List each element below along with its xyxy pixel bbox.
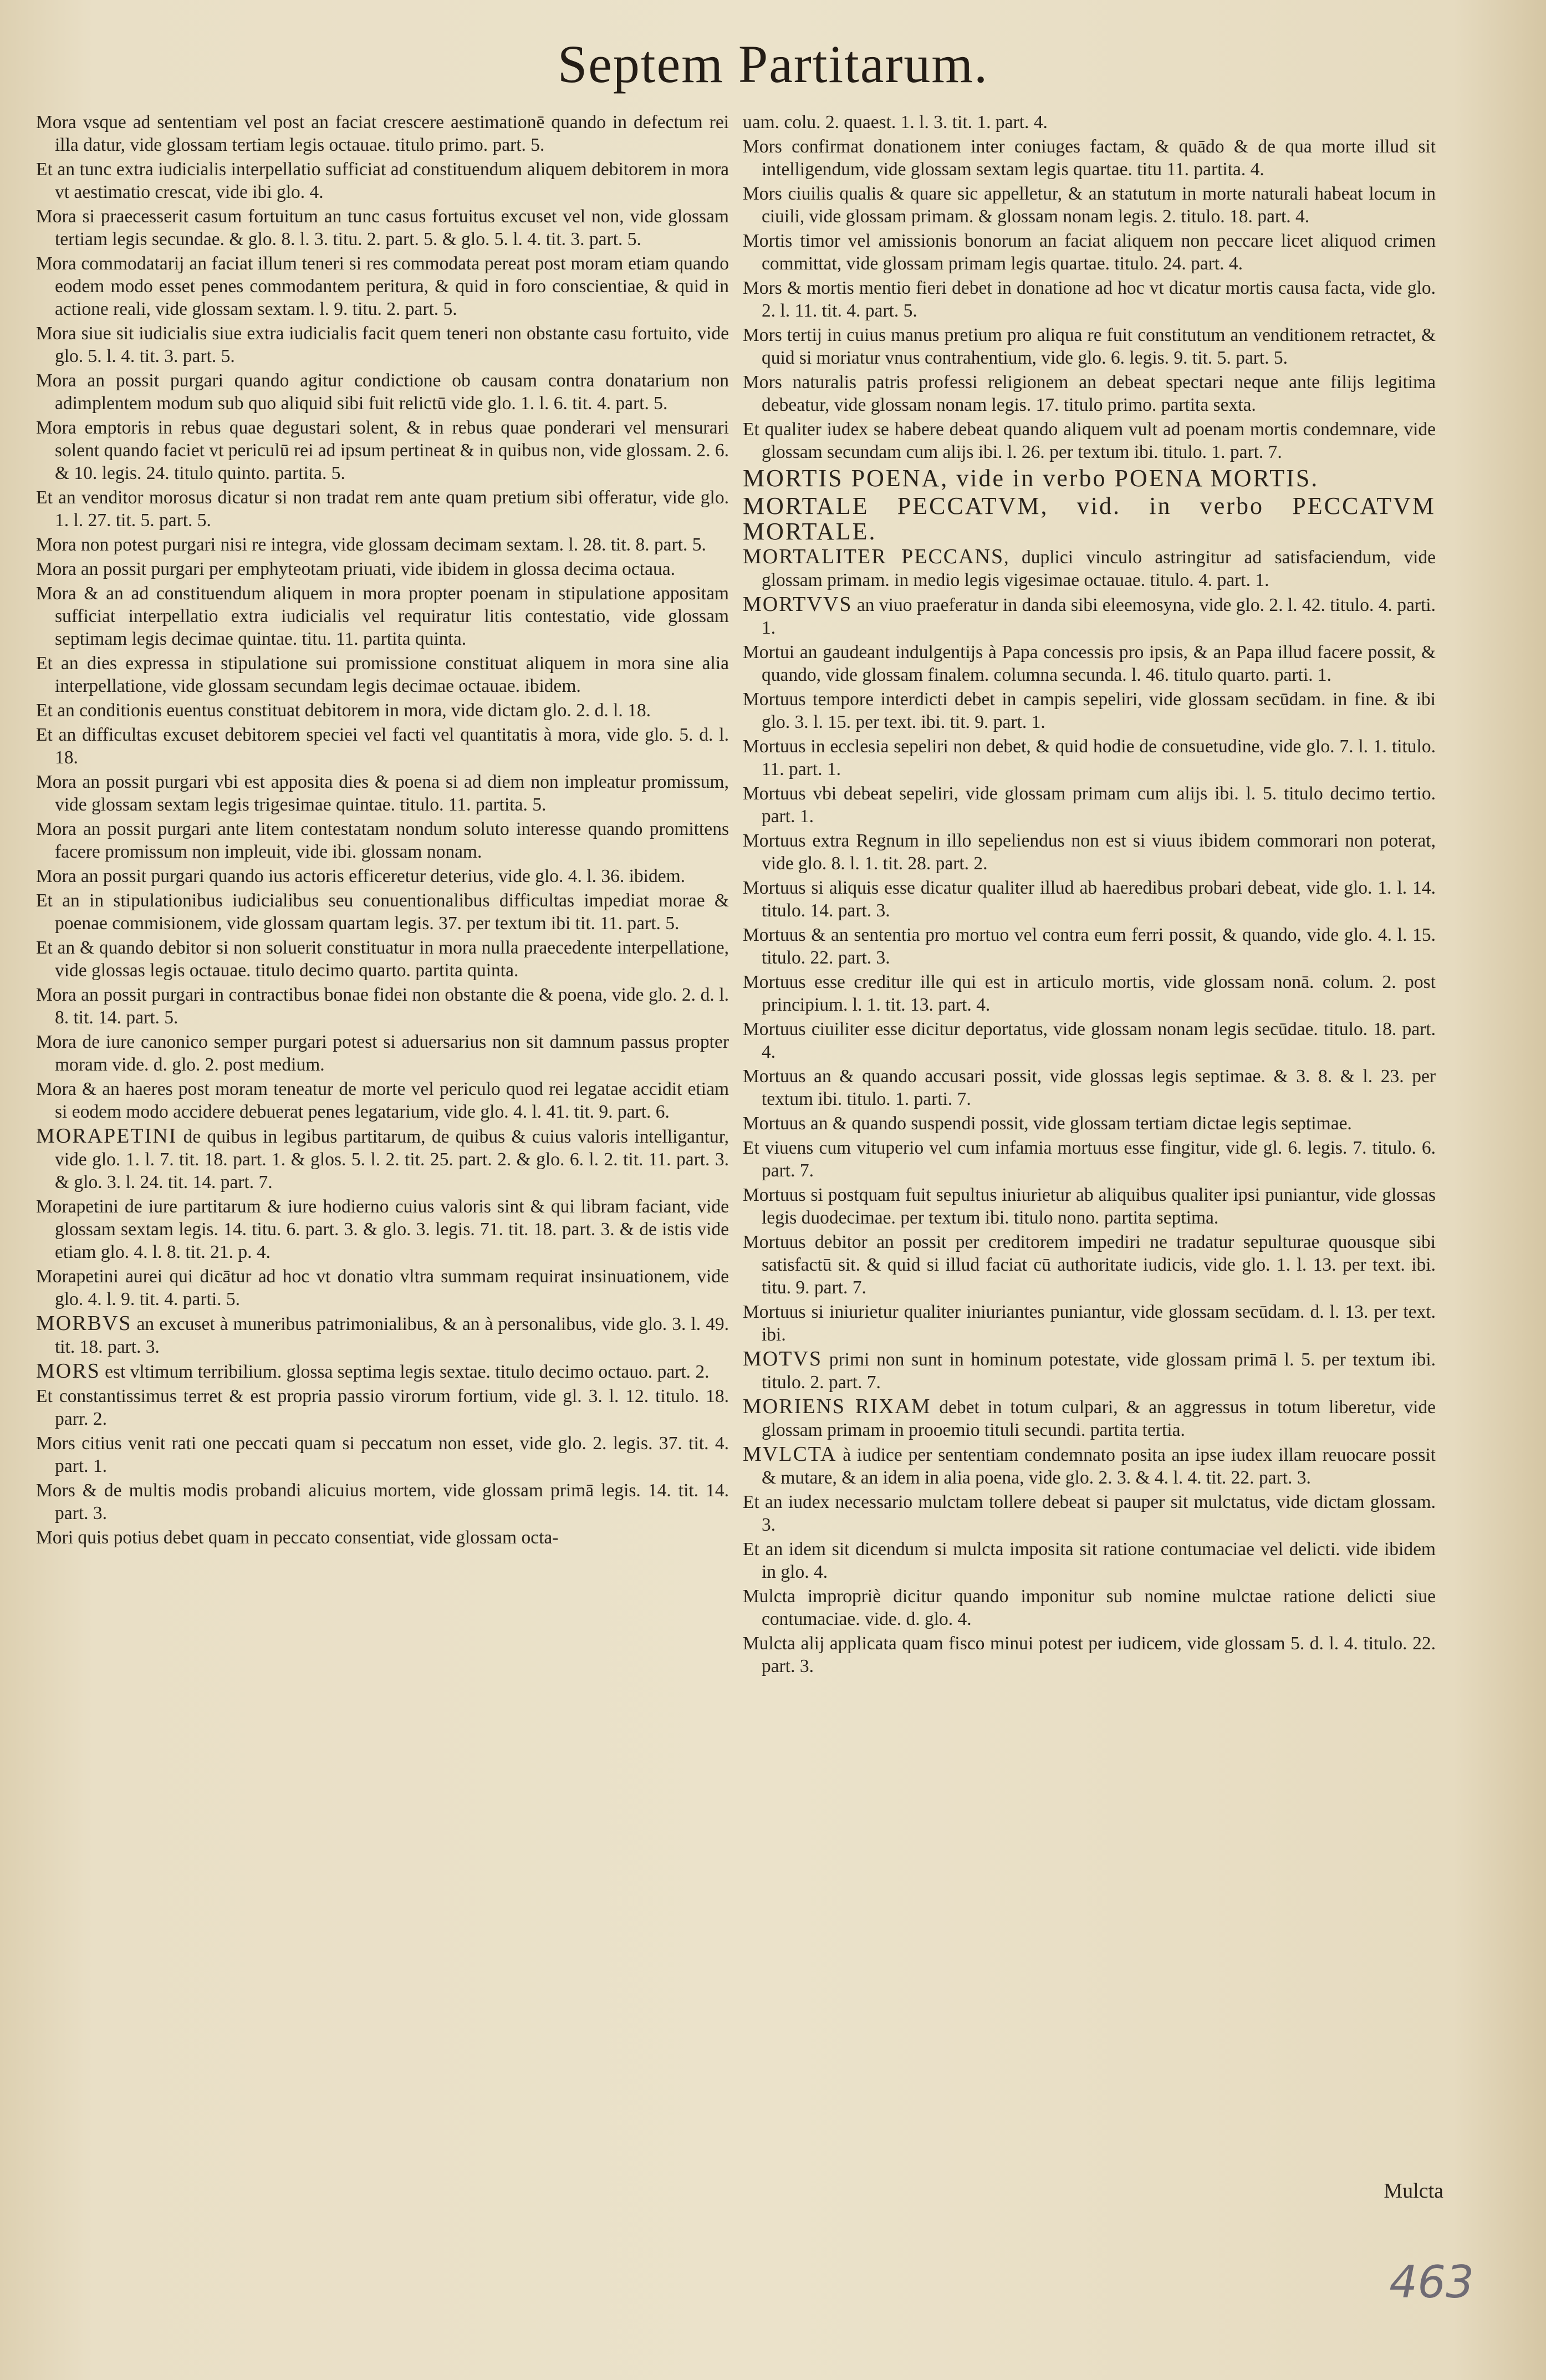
index-entry (36, 1078, 729, 1123)
index-entry (36, 486, 729, 532)
index-entry (36, 1432, 729, 1477)
index-entry-text: Mortuus ciuiliter esse dicitur deportatus, vide glossam nonam legis secūdae. titulo. 18. part. 4. (743, 1019, 1436, 1062)
index-entry (36, 369, 729, 415)
index-entry (743, 324, 1436, 369)
index-entry-text: Et an venditor morosus dicatur si non tradat rem ante quam pretium sibi offeratur, vide glo. 1. l. 27. tit. 5. part. 5. (36, 487, 729, 531)
index-entry-text: Et qualiter iudex se habere debeat quando aliquem vult ad poenam mortis condemnare, vide glossam secundam cum alijs ibi. l. 26. per textum ibi. titulo. 1. part. 7. (743, 419, 1436, 462)
index-entry-text: Mora an possit purgari quando agitur condictione ob causam contra donatarium non adimplentem modum sub quo aliquid sibi fuit relictū vide glo. 1. l. 6. tit. 4. part. 5. (36, 370, 729, 414)
catchword: Mulcta (1384, 2179, 1443, 2203)
index-entry-text: an excuset à muneribus patrimonialibus, & an à personalibus, vide glo. 3. l. 49. tit. 18. part. 3. (55, 1314, 729, 1357)
index-entry (743, 230, 1436, 275)
index-entry (743, 277, 1436, 322)
index-entry (743, 782, 1436, 828)
index-entry (743, 1184, 1436, 1229)
index-entry-text: Morapetini aurei qui dicātur ad hoc vt donatio vltra summam requirat insinuationem, vide glo. 4. l. 9. tit. 4. parti. 5. (36, 1266, 729, 1309)
index-entry-text: Mortuus extra Regnum in illo sepeliendus non est si viuus ibidem commorari non poterat, vide glo. 8. l. 1. tit. 28. part. 2. (743, 830, 1436, 874)
index-entry-text: Et an tunc extra iudicialis interpellatio sufficiat ad constituendum aliquem debitorem in mora vt aestimatio crescat, vide ibi glo. 4. (36, 159, 729, 202)
index-entry (743, 688, 1436, 733)
index-entry (743, 135, 1436, 181)
index-entry-text: Mors ciuilis qualis & quare sic appelletur, & an statutum in morte naturali habeat locum in ciuili, vide glossam primam. & glossam nonam legis. 2. titulo. 18. part. 4. (743, 184, 1436, 227)
index-entry-text: Mora siue sit iudicialis siue extra iudicialis facit quem teneri non obstante casu fortuito, vide glo. 5. l. 4. tit. 3. part. 5. (36, 323, 729, 366)
index-entry-text: de quibus in legibus partitarum, de quibus & cuius valoris intelligantur, vide glo. 1. l. 7. tit. 18. part. 1. & glos. 5. l. 2. tit. 25. part. 2. & glo. 6. l. 2. tit. 11. part. 3. & glo. 3. l. 24. tit. 14. part. 7. (55, 1127, 729, 1192)
index-keyword: MORAPETINI (36, 1124, 177, 1148)
index-entry-text: Mortuus & an sententia pro mortuo vel contra eum ferri possit, & quando, vide glo. 4. l. 15. titulo. 22. part. 3. (743, 925, 1436, 968)
index-entry (36, 865, 729, 888)
index-entry-text: Et an iudex necessario mulctam tollere debeat si pauper sit mulctatus, vide dictam glossam. 3. (743, 1492, 1436, 1535)
index-keyword: MVLCTA (743, 1443, 837, 1466)
right-column (743, 111, 1436, 1679)
index-entry (743, 971, 1436, 1016)
index-entry-text: debet in totum culpari, & an aggressus in totum liberetur, vide glossam primam in prooemio tituli secundi. partita tertia. (762, 1397, 1436, 1440)
index-entry-text: primi non sunt in hominum potestate, vide glossam primā l. 5. per textum ibi. titulo. 2. part. 7. (762, 1349, 1436, 1393)
index-keyword: MORBVS (36, 1312, 132, 1335)
index-entry-text: Mortuus debitor an possit per creditorem impediri ne tradatur sepulturae quousque sibi satisfactū sit. & quid si illud faciat cū authoritate iudicis, vide glo. 1. l. 13. per text. ibi. titu. 9. part. 7. (743, 1232, 1436, 1298)
index-entry (36, 158, 729, 203)
index-entry (36, 1265, 729, 1311)
left-column (36, 111, 729, 1551)
index-entry (36, 252, 729, 320)
index-entry (743, 641, 1436, 686)
index-entry-text: uam. colu. 2. quaest. 1. l. 3. tit. 1. part. 4. (743, 112, 1048, 132)
index-entry (743, 1137, 1436, 1182)
index-entry (743, 1018, 1436, 1063)
index-entry (36, 582, 729, 650)
index-entry-text: Morapetini de iure partitarum & iure hodierno cuius valoris sint & qui libram faciant, vide glossam sextam legis. 14. titu. 6. part. 3. & glo. 3. legis. 71. tit. 18. part. 3. & de istis vide etiam glo. 4. l. 8. tit. 21. p. 4. (36, 1196, 729, 1262)
index-entry-text: à iudice per sententiam condemnato posita an ipse iudex illam reuocare possit & mutare, & an idem in alia poena, vide glo. 2. 3. & 4. l. 4. tit. 22. part. 3. (762, 1445, 1436, 1488)
index-entry-text: Mortuus an & quando accusari possit, vide glossas legis septimae. & 3. 8. & l. 23. per textum ibi. titulo. 1. parti. 7. (743, 1066, 1436, 1109)
index-entry-text: Mortuus esse creditur ille qui est in articulo mortis, vide glossam nonā. colum. 2. post principium. l. 1. tit. 13. part. 4. (743, 972, 1436, 1015)
index-entry (743, 546, 1436, 592)
index-entry (743, 1443, 1436, 1489)
index-entry (36, 1031, 729, 1076)
index-entry (743, 1065, 1436, 1110)
index-entry (743, 1585, 1436, 1630)
index-entry-text: Mulcta impropriè dicitur quando imponitur sub nomine mulctae ratione delicti siue contumaciae. vide. d. glo. 4. (743, 1586, 1436, 1629)
index-entry (36, 818, 729, 863)
index-entry (36, 1125, 729, 1194)
index-entry (743, 111, 1436, 134)
index-entry (743, 1491, 1436, 1536)
index-entry-text: Mora & an ad constituendum aliquem in mora propter poenam in stipulatione appositam sufficiat interpellatio extra iudicialis vel requiratur litis contestatio, vide glossam septimam legis decimae quintae. titu. 11. partita quinta. (36, 583, 729, 649)
index-entry (36, 1385, 729, 1430)
index-heading: MORTALE PECCATVM, vid. in verbo PECCATVM MORTALE. (743, 492, 1436, 545)
index-entry-text: Mora vsque ad sententiam vel post an faciat crescere aestimationē quando in defectum rei illa datur, vide glossam tertiam legis octauae. titulo primo. part. 5. (36, 112, 729, 155)
index-entry (743, 1112, 1436, 1135)
index-entry-text: , duplici vinculo astringitur ad satisfaciendum, vide glossam primam. in medio legis vigesimae octauae. titulo. 4. part. 1. (762, 547, 1436, 590)
index-entry-text: Et an conditionis euentus constituat debitorem in mora, vide dictam glo. 2. d. l. 18. (36, 700, 651, 721)
index-entry (743, 924, 1436, 969)
index-entry-text: Mora an possit purgari quando ius actoris efficeretur deterius, vide glo. 4. l. 36. ibidem. (36, 866, 685, 886)
index-entry-text: Mortuus an & quando suspendi possit, vide glossam tertiam dictae legis septimae. (743, 1113, 1352, 1134)
index-entry (36, 558, 729, 580)
index-entry-text: Et an in stipulationibus iudicialibus seu conuentionalibus difficultas impediat morae & poenae commisionem, vide glossam quartam legis. 37. per textum ibi tit. 11. part. 5. (36, 890, 729, 934)
index-entry-text: Et viuens cum vituperio vel cum infamia mortuus esse fingitur, vide gl. 6. legis. 7. titulo. 6. part. 7. (743, 1138, 1436, 1181)
index-entry-text: Mors & mortis mentio fieri debet in donatione ad hoc vt dicatur mortis causa facta, vide glo. 2. l. 11. tit. 4. part. 5. (743, 278, 1436, 321)
index-entry-text: Mora an possit purgari in contractibus bonae fidei non obstante die & poena, vide glo. 2. d. l. 8. tit. 14. part. 5. (36, 985, 729, 1028)
index-entry (743, 1301, 1436, 1346)
index-entry-text: Mors citius venit rati one peccati quam si peccatum non esset, vide glo. 2. legis. 37. tit. 4. part. 1. (36, 1433, 729, 1476)
running-header: Septem Partitarum. (557, 34, 989, 94)
index-entry (36, 652, 729, 697)
index-entry (36, 889, 729, 935)
index-entry (36, 936, 729, 982)
index-entry (743, 371, 1436, 416)
index-entry-text: Mors tertij in cuius manus pretium pro aliqua re fuit constitutum an venditionem retractet, & quid si moriatur vnus contrahentium, vide glo. 6. legis. 9. tit. 5. part. 5. (743, 325, 1436, 368)
index-keyword: MOTVS (743, 1347, 823, 1370)
index-entry-text: Et an & quando debitor si non soluerit constituatur in mora nulla praecedente interpellatione, vide glossas legis octauae. titulo decimo quarto. partita quinta. (36, 937, 729, 981)
index-entry (743, 1348, 1436, 1394)
index-entry-text: Et an dies expressa in stipulatione sui promissione constituat aliquem in mora sine alia interpellatione, vide glossam secundam legis decimae octauae. ibidem. (36, 653, 729, 696)
index-entry (36, 111, 729, 156)
index-entry (36, 322, 729, 368)
index-entry-text: est vltimum terribilium. glossa septima legis sextae. titulo decimo octauo. part. 2. (100, 1362, 710, 1382)
index-entry-text: Mora non potest purgari nisi re integra, vide glossam decimam sextam. l. 28. tit. 8. part. 5. (36, 534, 706, 555)
index-entry-text: Mora commodatarij an faciat illum teneri si res commodata pereat post moram etiam quando eodem modo esset penes commodantem peritura, & quid in foro conscientiae, & quid in actione reali, vide glossam sextam. l. 9. titu. 2. part. 5. (36, 253, 729, 319)
index-entry (743, 418, 1436, 463)
index-entry-text: Mors & de multis modis probandi alicuius mortem, vide glossam primā legis. 14. tit. 14. part. 3. (36, 1480, 729, 1523)
index-entry-text: Et an difficultas excuset debitorem speciei vel facti vel quantitatis à mora, vide glo. 5. d. l. 18. (36, 725, 729, 768)
index-entry-text: Mori quis potius debet quam in peccato consentiat, vide glossam octa- (36, 1527, 559, 1548)
index-entry-text: Mulcta alij applicata quam fisco minui potest per iudicem, vide glossam 5. d. l. 4. titulo. 22. part. 3. (743, 1633, 1436, 1676)
index-entry (743, 182, 1436, 228)
index-entry (36, 205, 729, 251)
index-entry (36, 416, 729, 485)
index-entry-text: Mortuus si aliquis esse dicatur qualiter illud ab haeredibus probari debeat, vide glo. 1. l. 14. titulo. 14. part. 3. (743, 878, 1436, 921)
index-entry-text: Mortuus vbi debeat sepeliri, vide glossam primam cum alijs ibi. l. 5. titulo decimo tertio. part. 1. (743, 783, 1436, 827)
index-entry-text: Mora si praecesserit casum fortuitum an tunc casus fortuitus excuset vel non, vide glossam tertiam legis secundae. & glo. 8. l. 3. titu. 2. part. 5. & glo. 5. l. 4. tit. 3. part. 5. (36, 206, 729, 249)
index-entry-text: Mortui an gaudeant indulgentijs à Papa concessis pro ipsis, & an Papa illud facere possit, & quando, vide glossam finalem. columna secunda. l. 46. titulo quarto. parti. 1. (743, 642, 1436, 685)
index-entry-text: Mora & an haeres post moram teneatur de morte vel periculo quod rei legatae accidit etiam si eodem modo accidere debuerat penes legatarium, vide glo. 4. l. 41. tit. 9. part. 6. (36, 1079, 729, 1122)
index-entry-text: Mora de iure canonico semper purgari potest si aduersarius non sit damnum passus propter moram vide. d. glo. 2. post medium. (36, 1032, 729, 1075)
index-entry (36, 1479, 729, 1525)
index-entry (36, 983, 729, 1029)
index-entry (743, 735, 1436, 781)
index-keyword: MORIENS RIXAM (743, 1395, 931, 1418)
index-entry (36, 699, 729, 722)
index-entry-text: Mora emptoris in rebus quae degustari solent, & in rebus quae ponderari vel mensurari solent quando faciet vt periculū rei ad ipsum pertineat & in quibus non, vide glossam. 2. 6. & 10. legis. 24. titulo quinto. partita. 5. (36, 417, 729, 483)
index-entry (743, 593, 1436, 639)
index-entry-text: Mortuus si iniurietur qualiter iniuriantes puniantur, vide glossam secūdam. d. l. 13. per text. ibi. (743, 1302, 1436, 1345)
index-entry (36, 533, 729, 556)
index-entry-text: Mors naturalis patris professi religionem an debeat spectari neque ante filijs legitima debeatur, vide glossam nonam legis. 17. titulo primo. partita sexta. (743, 372, 1436, 415)
index-entry (36, 1195, 729, 1263)
index-entry-text: Et an idem sit dicendum si mulcta imposita sit ratione contumaciae vel delicti. vide ibidem in glo. 4. (743, 1539, 1436, 1582)
index-entry-text: Mors confirmat donationem inter coniuges factam, & quādo & de qua morte illud sit intelligendum, vide glossam sextam legis quartae. titu 11. partita. 4. (743, 136, 1436, 180)
index-heading: MORTIS POENA, vide in verbo POENA MORTIS. (743, 465, 1319, 492)
index-keyword: MORTALITER PECCANS (743, 545, 1004, 568)
index-entry-text: an viuo praeferatur in danda sibi eleemosyna, vide glo. 2. l. 42. titulo. 4. parti. 1. (762, 595, 1436, 638)
index-entry (36, 1312, 729, 1358)
index-entry-text: Mora an possit purgari per emphyteotam priuati, vide ibidem in glossa decima octaua. (36, 559, 675, 579)
index-entry (743, 1231, 1436, 1299)
index-entry (743, 829, 1436, 875)
index-keyword: MORTVVS (743, 593, 853, 616)
index-entry (36, 771, 729, 816)
index-entry (36, 1360, 729, 1383)
index-keyword: MORS (36, 1359, 100, 1383)
index-entry (36, 723, 729, 769)
index-entry (36, 1526, 729, 1549)
index-entry-text: Mortuus si postquam fuit sepultus iniurietur ab aliquibus qualiter ipsi puniantur, vide glossas legis duodecimae. per textum ibi. titulo nono. partita septima. (743, 1185, 1436, 1228)
index-entry (743, 876, 1436, 922)
index-entry-text: Mora an possit purgari vbi est apposita dies & poena si ad diem non impleatur promissum, vide glossam sextam legis trigesimae quintae. titulo. 11. partita. 5. (36, 772, 729, 815)
index-entry (743, 1395, 1436, 1441)
index-entry-text: Et constantissimus terret & est propria passio virorum fortium, vide gl. 3. l. 12. titulo. 18. parr. 2. (36, 1386, 729, 1429)
folio-number: 463 (1389, 2256, 1474, 2308)
index-entry (743, 1538, 1436, 1583)
index-entry-text: Mortis timor vel amissionis bonorum an faciat aliquem non peccare licet aliquod crimen committat, vide glossam primam legis quartae. titulo. 24. part. 4. (743, 231, 1436, 274)
index-entry-text: Mortuus tempore interdicti debet in campis sepeliri, vide glossam secūdam. in fine. & ibi glo. 3. l. 15. per text. ibi. tit. 9. part. 1. (743, 689, 1436, 732)
index-entry-text: Mortuus in ecclesia sepeliri non debet, & quid hodie de consuetudine, vide glo. 7. l. 1. titulo. 11. part. 1. (743, 736, 1436, 779)
index-entry-text: Mora an possit purgari ante litem contestatam nondum soluto interesse quando promittens facere promissum non impleuit, vide ibi. glossam nonam. (36, 819, 729, 862)
index-entry (743, 1632, 1436, 1678)
